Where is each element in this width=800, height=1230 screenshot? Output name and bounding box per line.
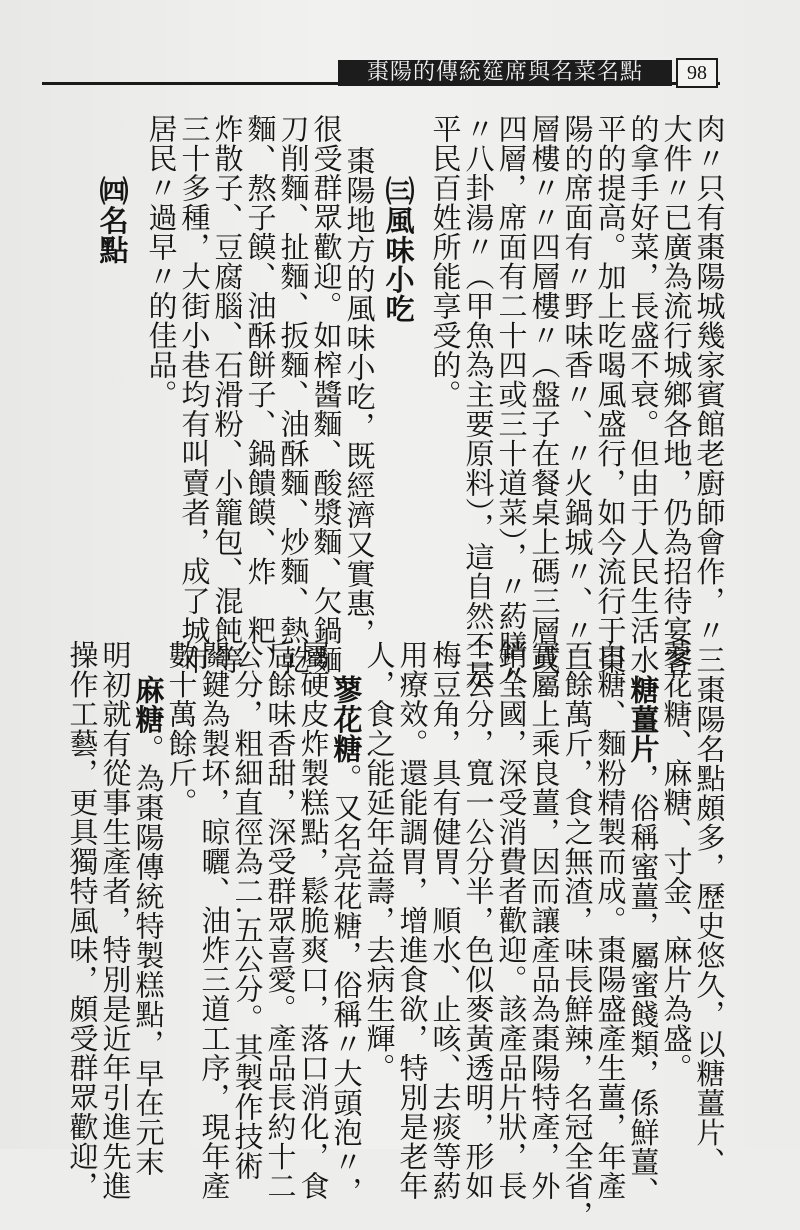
text-column: 白糖、麵粉精製而成。棗陽盛產生薑，年產 bbox=[593, 640, 628, 1201]
text-column: 百餘萬斤，食之無渣，味長鮮辣，名冠全省， bbox=[560, 640, 595, 1230]
term-candied-ginger: 糖薑片 bbox=[626, 675, 661, 764]
text-column: 實屬上乘良薑，因而讓產品為棗陽特產，外 bbox=[527, 640, 562, 1201]
text-column: 操作工藝，更具獨特風味，頗受群眾歡迎， bbox=[65, 640, 100, 1201]
text-column: 陽的席面有〃野味香〃、〃火鍋城〃、〃二 bbox=[560, 114, 595, 675]
column-text: 。又名亮花糖，俗稱〃大頭泡〃， bbox=[329, 763, 364, 1206]
text-column bbox=[626, 675, 661, 1206]
text-column: 數十萬餘斤。 bbox=[164, 640, 199, 817]
text-column: 居民〃過早〃的佳品。 bbox=[144, 114, 179, 409]
text-column: 棗陽名點頗多，歷史悠久，以糖薑片、 bbox=[692, 675, 727, 1177]
text-column: 屬硬皮炸製糕點，鬆脆爽口，落口消化，食 bbox=[296, 640, 331, 1201]
section-heading-famous-pastries: ㈣名點 bbox=[95, 176, 130, 265]
column-text: ，俗稱蜜薑，屬蜜餞類，係鮮薑、 bbox=[626, 763, 661, 1206]
text-column: 平的提高。加上吃喝風盛行，如今流行于棗 bbox=[593, 114, 628, 675]
text-column: 很受群眾歡迎。如榨醬麵、酸漿麵、欠鍋麵、 bbox=[309, 114, 344, 704]
text-column: 三十多種，大街小巷均有叫賣者，成了城市 bbox=[177, 114, 212, 675]
section-heading-snacks: ㈢風味小吃 bbox=[381, 176, 416, 324]
text-column: 刀削麵、扯麵、扳麵、油酥麵、炒麵、熱乾 bbox=[276, 114, 311, 675]
text-column: 肉〃只有棗陽城幾家賓館老廚師會作，〃三 bbox=[692, 114, 727, 675]
column-text: 。為棗陽傳統特製糕點，早在元末 bbox=[131, 734, 166, 1177]
text-column bbox=[329, 675, 364, 1206]
text-column: 大件〃已廣為流行城鄉各地，仍為招待宴客 bbox=[659, 114, 694, 675]
term-sesame-candy: 麻糖 bbox=[131, 675, 166, 734]
text-column bbox=[131, 675, 166, 1177]
running-header-title: 棗陽的傳統筵席與名菜名點 bbox=[338, 60, 672, 86]
text-column: 的拿手好菜，長盛不衰。但由于人民生活水 bbox=[626, 114, 661, 675]
text-column: 人，食之能延年益壽，去病生輝。 bbox=[362, 640, 397, 1083]
text-column: 平民百姓所能享受的。 bbox=[428, 114, 463, 409]
text-column: 銷全國，深受消費者歡迎。該產品片狀，長 bbox=[494, 640, 529, 1201]
text-column: 用療效。還能調胃，增進食欲，特別是老年 bbox=[395, 640, 430, 1201]
text-column: 麵、熬子饃、油酥餅子、鍋饋饃、炸 粑、 bbox=[243, 114, 278, 675]
text-column: 四層，席面有二十四或三十道菜），〃葯膳〃、 bbox=[494, 114, 529, 719]
text-column: 關鍵為製坏，晾曬、油炸三道工序，現年產 bbox=[197, 640, 232, 1201]
text-column: 明初就有從事生產者，特別是近年引進先進 bbox=[98, 640, 133, 1201]
text-column: 公分，粗細直徑為二.五公分。其製作技術 bbox=[230, 640, 265, 1181]
text-column: 棗陽地方的風味小吃，既經濟又實惠， bbox=[342, 146, 377, 648]
text-column: 三公分，寬一公分半，色似麥黃透明，形如 bbox=[461, 640, 496, 1201]
text-column: 梅豆角，具有健胃、順水、止咳、去痰等葯 bbox=[428, 640, 463, 1201]
text-column: 蓼花糖、麻糖、寸金、麻片為盛。 bbox=[659, 640, 694, 1083]
text-column: 后餘味香甜，深受群眾喜愛。產品長約十二 bbox=[263, 640, 298, 1201]
page-number: 98 bbox=[676, 58, 718, 88]
text-column: 炸散子、豆腐腦、石滑粉、小籠包、混飩等 bbox=[210, 114, 245, 675]
text-column: 層樓〃〃四層樓〃（盤子在餐桌上碼三層或 bbox=[527, 114, 562, 675]
text-column: 〃八卦湯〃（甲魚為主要原料），這自然不是 bbox=[461, 114, 496, 690]
term-liaohua-candy: 蓼花糖 bbox=[329, 675, 364, 764]
